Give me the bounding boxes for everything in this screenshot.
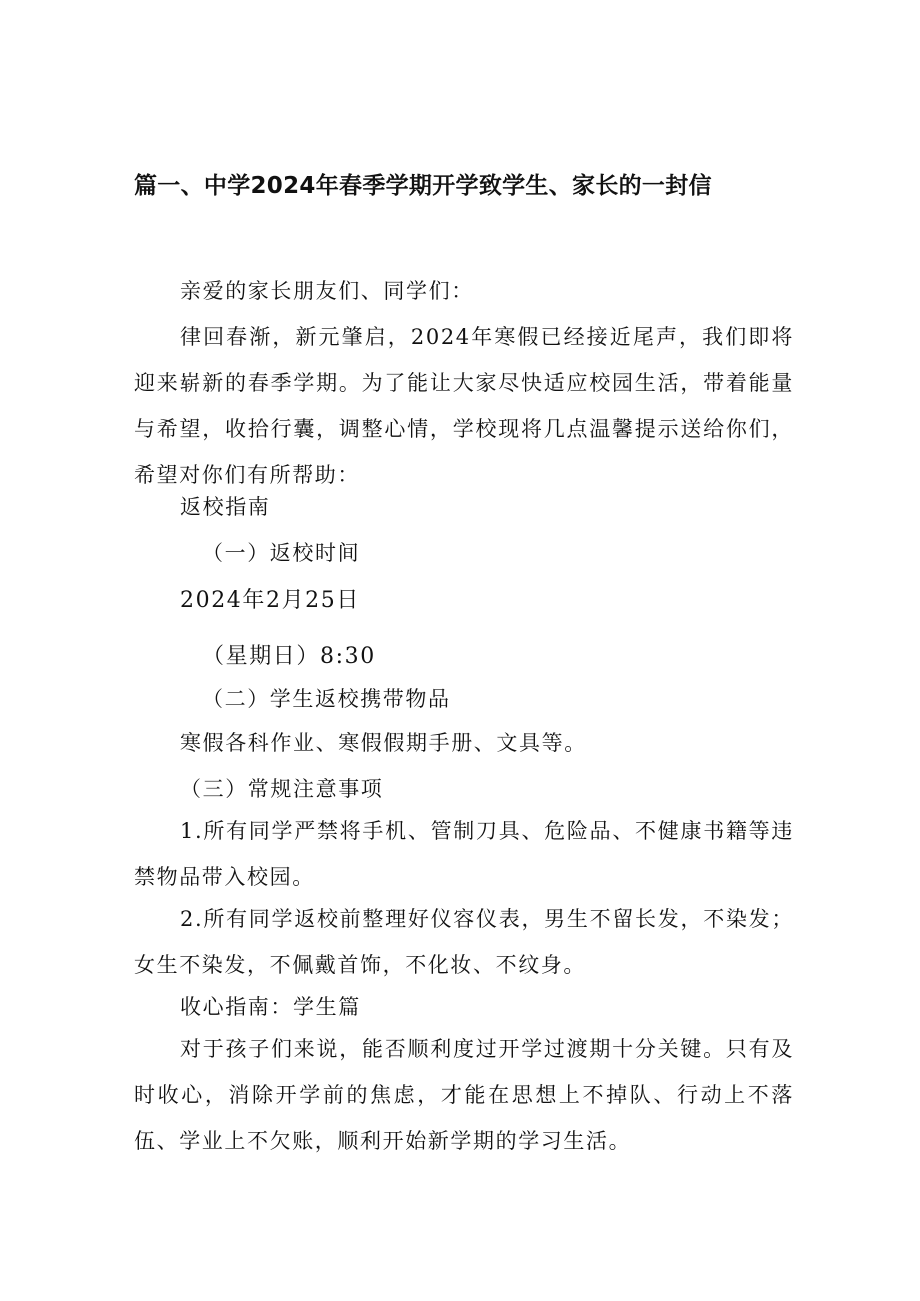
note-item-2: 2.所有同学返校前整理好仪容仪表，男生不留长发，不染发；女生不染发，不佩戴首饰，不化妆、不纹身。 xyxy=(134,907,794,977)
mindset-paragraph: 对于孩子们来说，能否顺利度过开学过渡期十分关键。只有及时收心，消除开学前的焦虑，才能在思想上不掉队、行动上不落伍、学业上不欠账，顺利开始新学期的学习生活。 xyxy=(134,1037,794,1153)
section-heading-mindset: 收心指南：学生篇 xyxy=(180,995,361,1019)
return-day-time: （星期日）8:30 xyxy=(202,644,376,669)
section-heading-return-guide: 返校指南 xyxy=(180,495,271,519)
intro-paragraph: 律回春渐，新元肇启，2024年寒假已经接近尾声，我们即将迎来崭新的春季学期。为了能让大家尽快适应校园生活，带着能量与希望，收拾行囊，调整心情，学校现将几点温馨提示送给你们，希望对你们有所帮助： xyxy=(134,325,794,487)
note-item-1: 1.所有同学严禁将手机、管制刀具、危险品、不健康书籍等违禁物品带入校园。 xyxy=(134,819,794,889)
document-title: 篇一、中学2024年春季学期开学致学生、家长的一封信 xyxy=(134,173,712,199)
salutation: 亲爱的家长朋友们、同学们： xyxy=(180,279,474,303)
items-list: 寒假各科作业、寒假假期手册、文具等。 xyxy=(180,731,587,755)
return-date: 2024年2月25日 xyxy=(180,588,360,613)
subheading-items: （二）学生返校携带物品 xyxy=(202,687,451,711)
subheading-notes: （三）常规注意事项 xyxy=(180,777,384,801)
subheading-return-time: （一）返校时间 xyxy=(202,541,361,565)
